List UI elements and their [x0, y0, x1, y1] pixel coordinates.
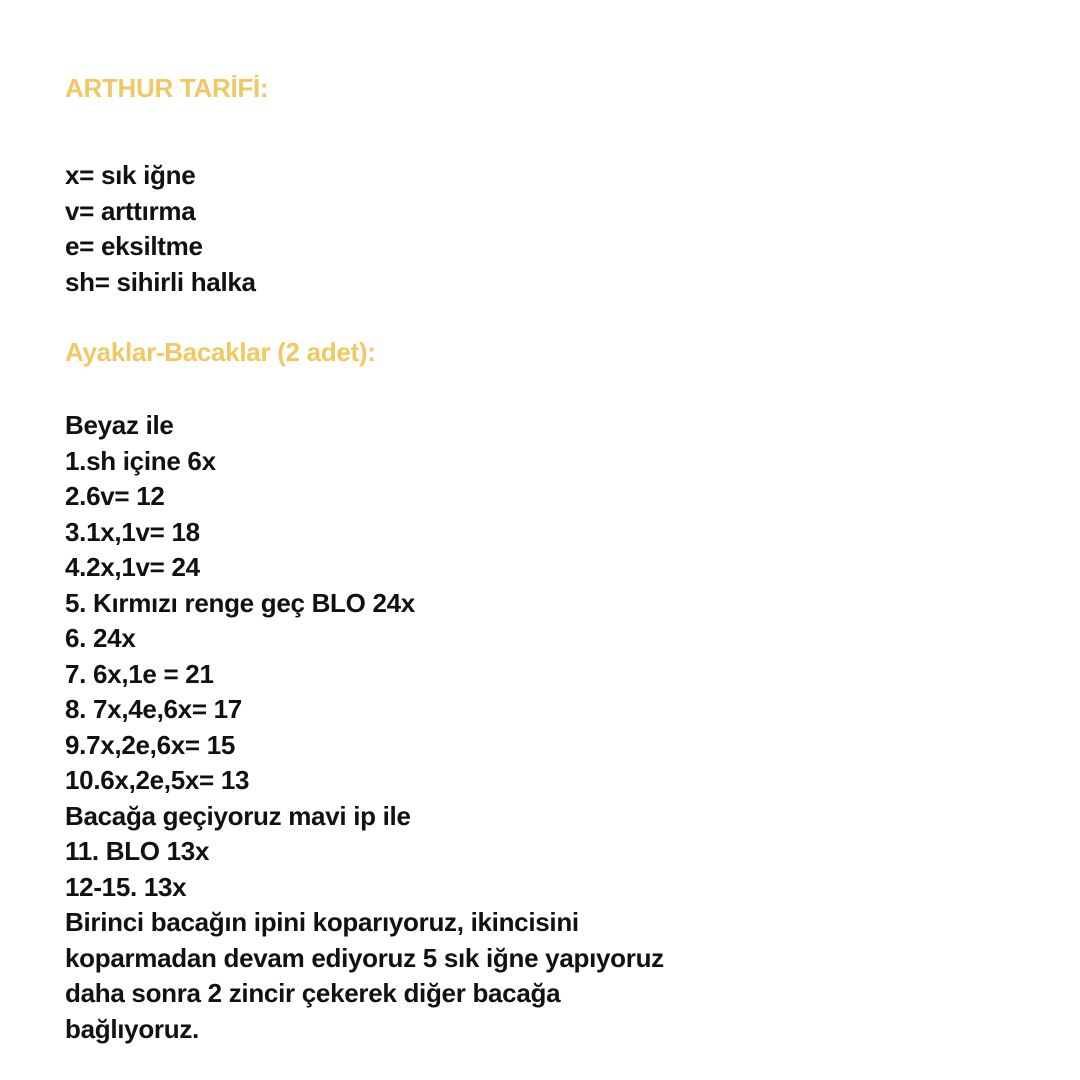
recipe-title: ARTHUR TARİFİ:	[65, 73, 269, 103]
instruction-line: 3.1x,1v= 18	[65, 516, 200, 547]
instruction-line: 6. 24x	[65, 623, 136, 653]
instruction-line: koparmadan devam ediyoruz 5 sık iğne yapıyoruz	[65, 942, 664, 973]
instruction-line: 10.6x,2e,5x= 13	[65, 765, 250, 795]
instruction-line: 8. 7x,4e,6x= 17	[65, 694, 242, 724]
instruction-line: 11. BLO 13x	[65, 836, 210, 866]
instruction-line: Bacağa geçiyoruz mavi ip ile	[65, 800, 411, 831]
instruction-line: daha sonra 2 zincir çekerek diğer bacağa	[65, 978, 561, 1008]
instruction-line: Birinci bacağın ipini koparıyoruz, ikincisini	[65, 907, 579, 937]
instruction-line: 5. Kırmızı renge geç BLO 24x	[65, 587, 415, 618]
instruction-line: 1.sh içine 6x	[65, 445, 216, 476]
abbreviation-item: x= sık iğne	[65, 160, 196, 190]
instruction-line: 4.2x,1v= 24	[65, 552, 200, 582]
recipe-document	[65, 70, 1025, 1047]
instruction-line: 2.6v= 12	[65, 481, 165, 511]
instruction-line: 9.7x,2e,6x= 15	[65, 729, 236, 760]
instruction-line: bağlıyoruz.	[65, 1013, 199, 1044]
instruction-line: 7. 6x,1e = 21	[65, 658, 214, 689]
abbreviation-item: sh= sihirli halka	[65, 266, 256, 297]
instruction-line: Beyaz ile	[65, 410, 174, 440]
abbreviation-item: e= eksiltme	[65, 231, 203, 261]
instruction-line: 12-15. 13x	[65, 871, 187, 902]
abbreviation-item: v= arttırma	[65, 195, 196, 226]
section-title: Ayaklar-Bacaklar (2 adet):	[65, 337, 376, 367]
abbreviation-list	[65, 158, 1025, 300]
instruction-list	[65, 408, 1025, 1047]
